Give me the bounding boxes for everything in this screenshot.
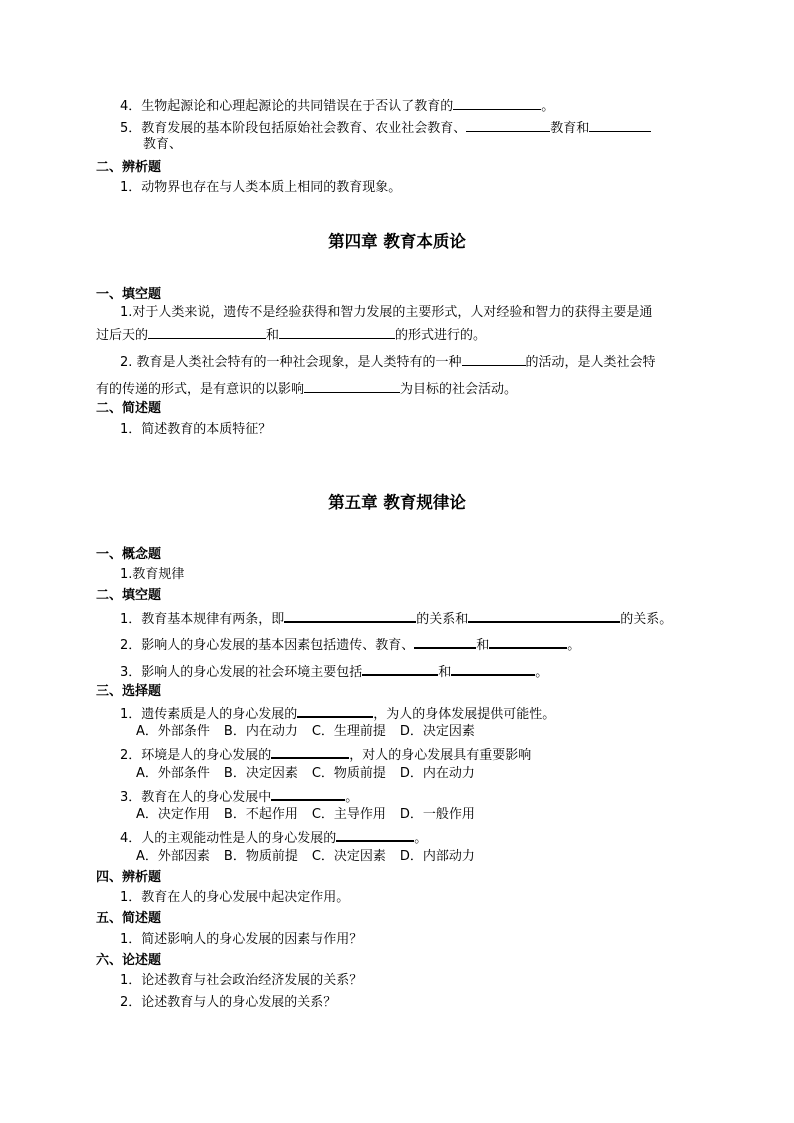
answer-blank	[336, 827, 414, 842]
option-b[interactable]: B．不起作用	[223, 807, 298, 822]
fill-question-3: 3．影响人的身心发展的社会环境主要包括 和 。	[120, 661, 548, 682]
option-a[interactable]: A．外部条件	[136, 724, 210, 739]
answer-blank	[271, 786, 345, 801]
choice-options	[136, 765, 489, 783]
question-continued: 过后天的 和 的形式进行的。	[96, 325, 486, 345]
question-continued: 有的传递的形式，是有意识的以影响 为目标的社会活动。	[96, 379, 517, 399]
answer-blank	[362, 661, 438, 676]
question: 1．教育在人的身心发展中起决定作用。	[120, 890, 350, 905]
section-heading: 二、辨析题	[96, 160, 162, 175]
choice-question-1: 1．遗传素质是人的身心发展的 ，为人的身体发展提供可能性。	[120, 703, 555, 724]
question: 2．论述教育与人的身心发展的关系？	[120, 995, 337, 1010]
option-d[interactable]: D．一般作用	[399, 807, 475, 822]
section-heading: 二、简述题	[96, 401, 162, 416]
option-c[interactable]: C．决定因素	[311, 849, 386, 864]
answer-blank	[489, 634, 567, 649]
question: 1．动物界也存在与人类本质上相同的教育现象。	[120, 180, 402, 195]
ch3-q4: 4．生物起源论和心理起源论的共同错误在于否认了教育的 。	[120, 96, 554, 116]
choice-question-2: 2．环境是人的身心发展的 ，对人的身心发展具有重要影响	[120, 744, 531, 765]
question: 1.对于人类来说，遗传不是经验获得和智力发展的主要形式，人对经验和智力的获得主要是通	[120, 305, 653, 320]
answer-blank	[297, 703, 373, 718]
question: 1．简述影响人的身心发展的因素与作用？	[120, 932, 363, 947]
option-b[interactable]: B．决定因素	[223, 766, 298, 781]
question: 1.教育规律	[120, 567, 185, 582]
choice-options	[136, 848, 489, 866]
section-heading: 二、填空题	[96, 588, 162, 603]
option-c[interactable]: C．物质前提	[311, 766, 386, 781]
option-d[interactable]: D．决定因素	[399, 724, 475, 739]
section-heading: 三、选择题	[96, 684, 162, 699]
option-a[interactable]: A．外部条件	[136, 766, 210, 781]
section-heading: 六、论述题	[96, 953, 162, 968]
answer-blank	[462, 352, 526, 366]
question: 1．简述教育的本质特征？	[120, 422, 272, 437]
answer-blank	[466, 118, 550, 132]
answer-blank	[279, 325, 395, 339]
answer-blank	[589, 118, 651, 132]
chapter-title: 第四章 教育本质论	[328, 232, 466, 251]
section-heading: 一、概念题	[96, 547, 162, 562]
section-heading: 五、简述题	[96, 911, 162, 926]
choice-question-3: 3．教育在人的身心发展中 。	[120, 786, 358, 807]
option-d[interactable]: D．内在动力	[399, 766, 475, 781]
answer-blank	[451, 661, 535, 676]
question: 1．论述教育与社会政治经济发展的关系？	[120, 973, 363, 988]
fill-question-1: 1．教育基本规律有两条，即 的关系和 的关系。	[120, 608, 672, 629]
answer-blank	[271, 744, 349, 759]
option-d[interactable]: D．内部动力	[399, 849, 475, 864]
option-b[interactable]: B．内在动力	[223, 724, 298, 739]
choice-question-4: 4．人的主观能动性是人的身心发展的 。	[120, 827, 427, 848]
chapter-title: 第五章 教育规律论	[328, 493, 466, 512]
ch3-q5-continued: 教育、	[143, 137, 183, 152]
answer-blank	[414, 634, 476, 649]
option-a[interactable]: A．决定作用	[136, 807, 210, 822]
choice-options	[136, 723, 489, 741]
ch3-q5: 5．教育发展的基本阶段包括原始社会教育、农业社会教育、 教育和	[120, 118, 651, 138]
answer-blank	[304, 379, 400, 393]
answer-blank	[468, 608, 620, 623]
answer-blank	[453, 96, 541, 110]
option-b[interactable]: B．物质前提	[223, 849, 298, 864]
answer-blank	[284, 608, 416, 623]
choice-options	[136, 806, 489, 824]
option-c[interactable]: C．生理前提	[311, 724, 386, 739]
fill-question-2: 2．影响人的身心发展的基本因素包括遗传、教育、 和 。	[120, 634, 580, 655]
answer-blank	[148, 325, 266, 339]
option-a[interactable]: A．外部因素	[136, 849, 210, 864]
option-c[interactable]: C．主导作用	[311, 807, 386, 822]
section-heading: 一、填空题	[96, 287, 162, 302]
question: 2. 教育是人类社会特有的一种社会现象，是人类特有的一种 的活动，是人类社会特	[120, 352, 656, 372]
section-heading: 四、辨析题	[96, 870, 162, 885]
